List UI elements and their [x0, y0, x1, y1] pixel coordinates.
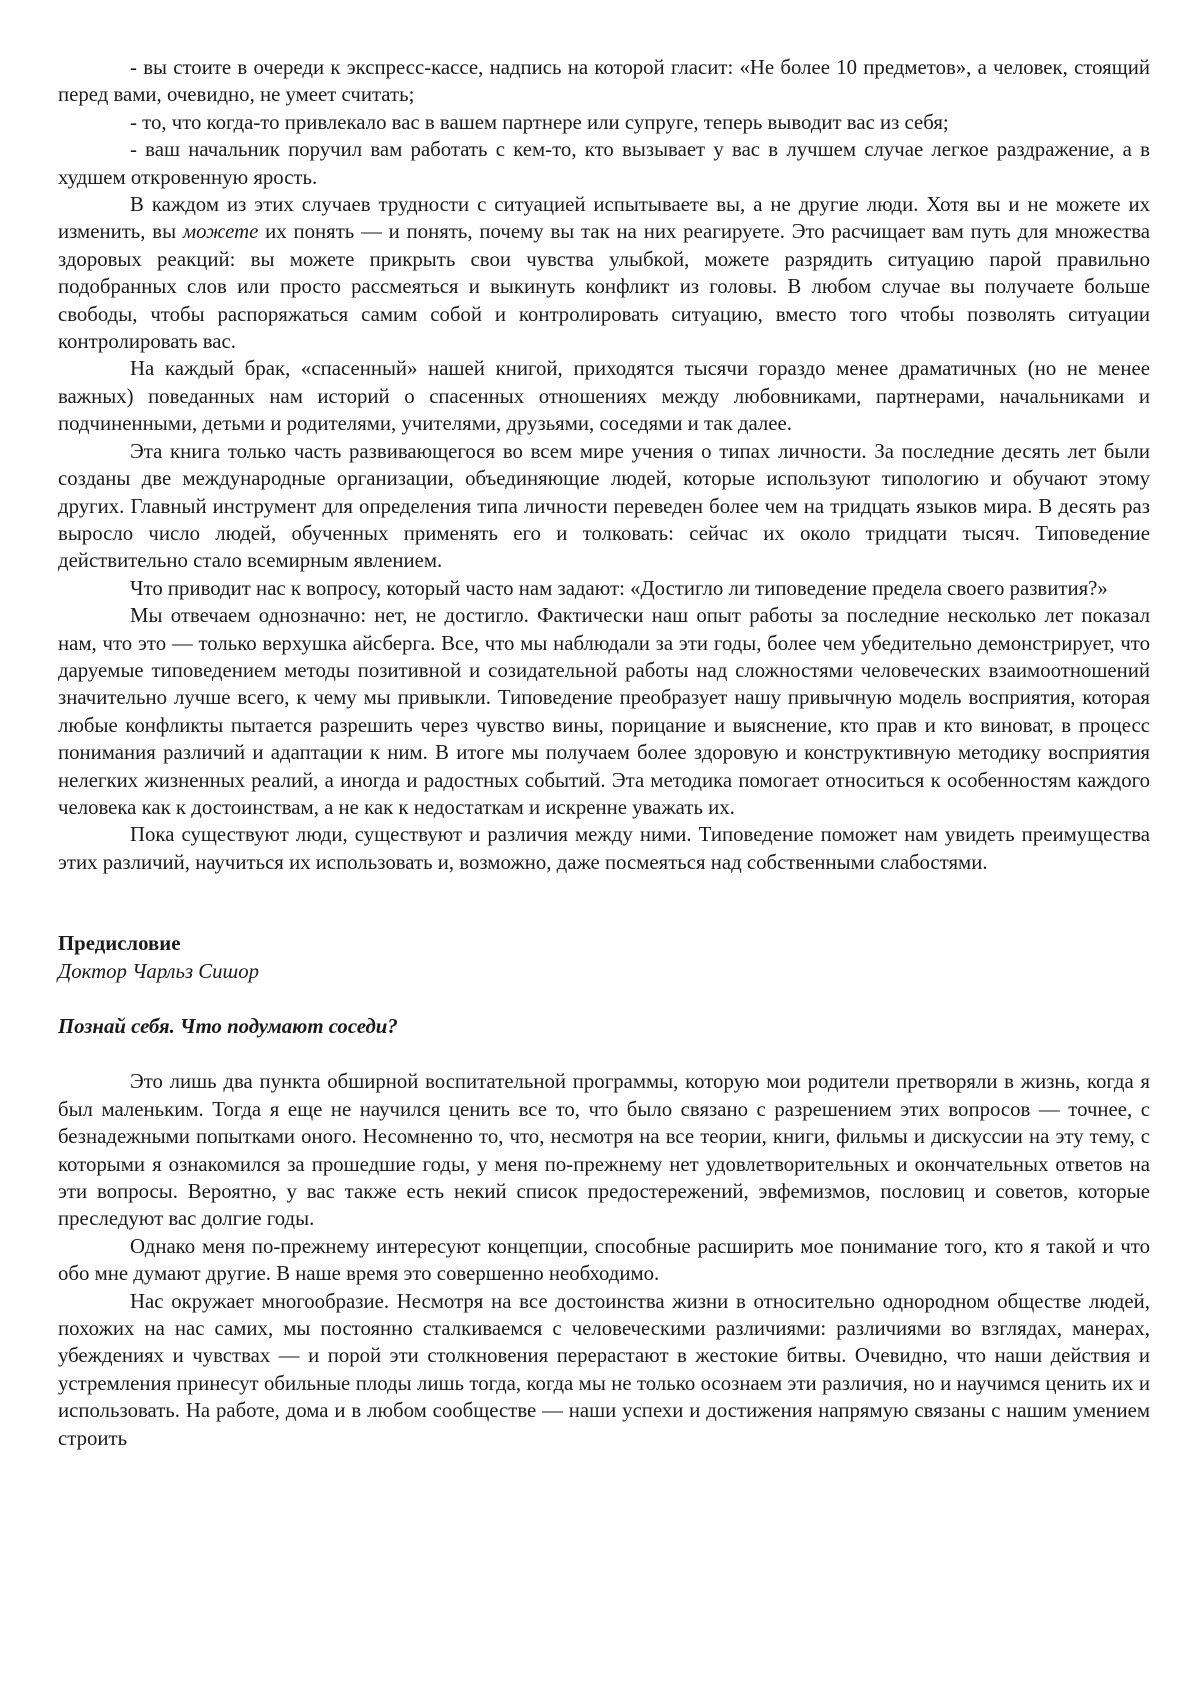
- subtitle-spacer: [58, 1040, 1150, 1068]
- list-item-partner: - то, что когда-то привлекало вас в вашем партнере или супруге, теперь выводит вас из себя;: [130, 110, 949, 134]
- preface-author: Доктор Чарльз Сишор: [58, 959, 260, 983]
- preface-title: Предисловие: [58, 932, 181, 956]
- heading-spacer: [58, 985, 1150, 1013]
- paragraph-parents-program: Это лишь два пункта обширной воспитательной программы, которую мои родители претворяли в жизнь, когда я был маленьким. Тогда я еще не научился ценить все то, что было связано с разрешением этих вопросов — точнее, с безнадежными попытками оного. Несомненно то, что, несмотря на все теории, книги, фильмы и дискуссии на эту тему, с которыми я ознакомился за прошедшие годы, у меня по-прежнему нет удовлетворительных и окончательных ответов на эти вопросы. Вероятно, у вас также есть некий список предостережений, эвфемизмов, пословиц и советов, которые преследуют вас долгие годы.: [58, 1070, 1150, 1231]
- paragraph-differences: Пока существуют люди, существуют и различия между ними. Типоведение поможет нам увидеть преимущества этих различий, научиться их использовать и, возможно, даже посмеяться над собственными слабостями.: [58, 823, 1150, 874]
- paragraph-saved-marriage: На каждый брак, «спасенный» нашей книгой, приходятся тысячи гораздо менее драматичных (но не менее важных) поведанных нам историй о спасенных отношениях между любовниками, партнерами, начальниками и подчиненными, детьми и родителями, учителями, друзьями, соседями и так далее.: [58, 357, 1150, 436]
- preface-subtitle: Познай себя. Что подумают соседи?: [58, 1015, 398, 1038]
- paragraph-diversity: Нас окружает многообразие. Несмотря на все достоинства жизни в относительно однородном обществе людей, похожих на нас самих, мы постоянно сталкиваемся с человеческими различиями: различиями во взглядах, манерах, убеждениях и чувствах — и порой эти столкновения перерастают в жестокие битвы. Очевидно, что наши действия и устремления принесут обильные плоды лишь тогда, когда мы не только осознаем эти различия, но и научимся ценить их и использовать. На работе, дома и в любом сообществе — наши успехи и достижения напрямую связаны с нашим умением строить: [58, 1289, 1150, 1450]
- paragraph-each-case-part-b: их понять — и понять, почему вы так на них реагируете. Это расчищает вам путь для множества здоровых реакций: вы можете прикрыть свои чувства улыбкой, можете разрядить ситуацию парой правильно подобранных слов или просто рассмеяться и выкинуть конфликт из головы. В любом случае вы получаете больше свободы, чтобы распоряжаться самим собой и контролировать ситуацию, вместо того чтобы позволять ситуации контролировать вас.: [58, 220, 1150, 354]
- section-spacer: [58, 876, 1150, 930]
- paragraph-answer: Мы отвечаем однозначно: нет, не достигло. Фактически наш опыт работы за последние несколько лет показал нам, что это — только верхушка айсберга. Все, что мы наблюдали за эти годы, более чем убедительно демонстрирует, что даруемые типоведением методы позитивной и созидательной работы над сложностями человеческих взаимоотношений значительно лучше всего, к чему мы привыкли. Типоведение преобразует нашу привычную модель восприятия, которая любые конфликты пытается разрешить через чувство вины, порицание и выяснение, кто прав и кто виноват, в процесс понимания различий и адаптации к ним. В итоге мы получаем более здоровую и конструктивную методику восприятия нелегких жизненных реалий, а иногда и радостных событий. Эта методика помогает относиться к особенностям каждого человека как к достоинствам, а не как к недостаткам и искренне уважать их.: [58, 604, 1150, 819]
- paragraph-this-book: Эта книга только часть развивающегося во всем мире учения о типах личности. За последние десять лет были созданы две международные организации, объединяющие людей, которые используют типологию и обучают этому других. Главный инструмент для определения типа личности переведен более чем на тридцать языков мира. В десять раз выросло число людей, обученных применять его и толковать: сейчас их около тридцати тысяч. Типоведение действительно стало всемирным явлением.: [58, 439, 1150, 573]
- paragraph-each-case: [58, 191, 1150, 355]
- document-page: [58, 54, 1150, 1452]
- paragraph-concepts: Однако меня по-прежнему интересуют концепции, способные расширить мое понимание того, кто я такой и что обо мне думают другие. В наше время это совершенно необходимо.: [58, 1234, 1150, 1286]
- list-item-boss: - ваш начальник поручил вам работать с кем-то, кто вызывает у вас в лучшем случае легкое раздражение, а в худшем откровенную ярость.: [58, 138, 1150, 189]
- paragraph-each-case-emphasis: можете: [182, 220, 259, 244]
- list-item-express-checkout: - вы стоите в очереди к экспресс-кассе, надпись на которой гласит: «Не более 10 предметов», а человек, стоящий перед вами, очевидно, не умеет считать;: [58, 56, 1150, 107]
- paragraph-each-case-part-a: В каждом из этих случаев трудности с ситуацией испытываете вы, а не другие люди. Хотя вы и не можете их изменить, вы: [58, 193, 1150, 244]
- paragraph-question: Что приводит нас к вопросу, который часто нам задают: «Достигло ли типоведение предела своего развития?»: [130, 576, 1108, 600]
